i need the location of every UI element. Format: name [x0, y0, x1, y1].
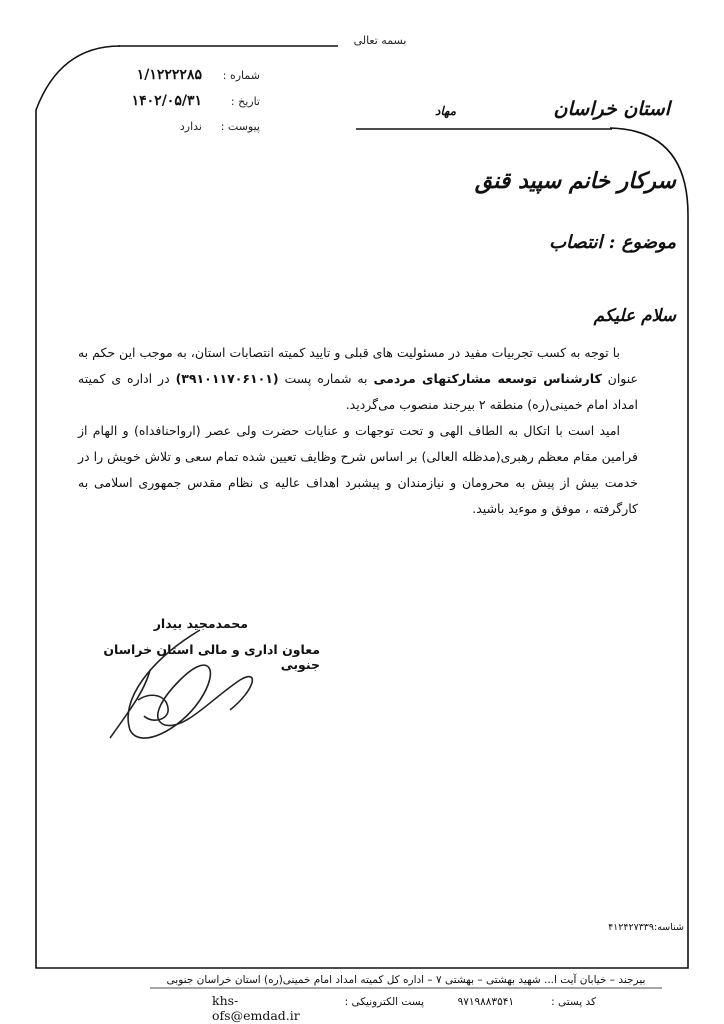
- postal-label: کد پستی :: [551, 996, 596, 1008]
- signature-scribble: [90, 620, 290, 750]
- number-value: ۱/۱۲۲۲۲۸۵: [136, 67, 202, 83]
- letter-body: [78, 340, 638, 522]
- position-title: کارشناس توسعه مشارکتهای مردمی: [373, 371, 602, 386]
- post-number: (۳۹۱۰۱۱۷۰۶۱۰۱): [175, 371, 279, 386]
- document-identifier: شناسه:۴۱۲۴۲۷۳۳۹: [608, 922, 684, 933]
- attachment-value: ندارد: [179, 120, 202, 133]
- signer-name: محمدمجید بیدار: [153, 616, 248, 631]
- email-link[interactable]: khs-ofs@emdad.ir: [212, 993, 300, 1023]
- paragraph-1: با توجه به کسب تجربیات مفید در مسئولیت های قبلی و تایید کمیته انتصابات استان، به موجب این حکم به عنوان کارشناس توسعه مشارکتهای مردمی به شماره پست (۳۹۱۰۱۱۷۰۶۱۰۱) در اداره ی کمیته امداد امام خمینی(ره) منطقه ۲ بیرجند منصوب می‌گردید.: [77, 345, 638, 412]
- recipient: سرکار خانم سپید قنق: [474, 168, 676, 194]
- email-label: پست الکترونیکی :: [344, 996, 424, 1008]
- province-heading: استان خراسان: [553, 98, 670, 120]
- date-label: تاریخ :: [230, 95, 260, 108]
- signer-title: معاون اداری و مالی استان خراسان جنوبی: [103, 642, 320, 672]
- attachment-label: پیوست :: [220, 120, 260, 133]
- basmala: بسمه تعالی: [353, 34, 407, 47]
- paragraph-2: امید است با اتکال به الطاف الهی و تحت توجهات و عنایات حضرت ولی عصر (ارواحنافداه) و الهام از فرامین مقام معظم رهبری(مدظله العالی) بر اساس شرح وظایف تعیین شده تمام سعی و تلاش خویش را در خدمت بیش از پیش به محرومان و نیازمندان و پیشبرد اهداف عالیه ی نظام مقدس جمهوری اسلامی به کارگرفته ، موفق و موءید باشید.: [78, 423, 638, 516]
- province-subheading: مهاد: [435, 104, 456, 118]
- greeting: سلام علیکم: [593, 306, 676, 326]
- number-label: شماره :: [222, 69, 260, 82]
- subject: موضوع : انتصاب: [549, 232, 676, 253]
- date-value: ۱۴۰۲/۰۵/۳۱: [131, 93, 202, 109]
- postal-code: ۹۷۱۹۸۸۳۵۴۱: [457, 996, 514, 1008]
- footer-address: بیرجند – خیابان آیت ا... شهید بهشتی – بهشتی ۷ – اداره کل کمیته امداد امام خمینی(ره) استان خراسان جنوبی: [166, 974, 646, 986]
